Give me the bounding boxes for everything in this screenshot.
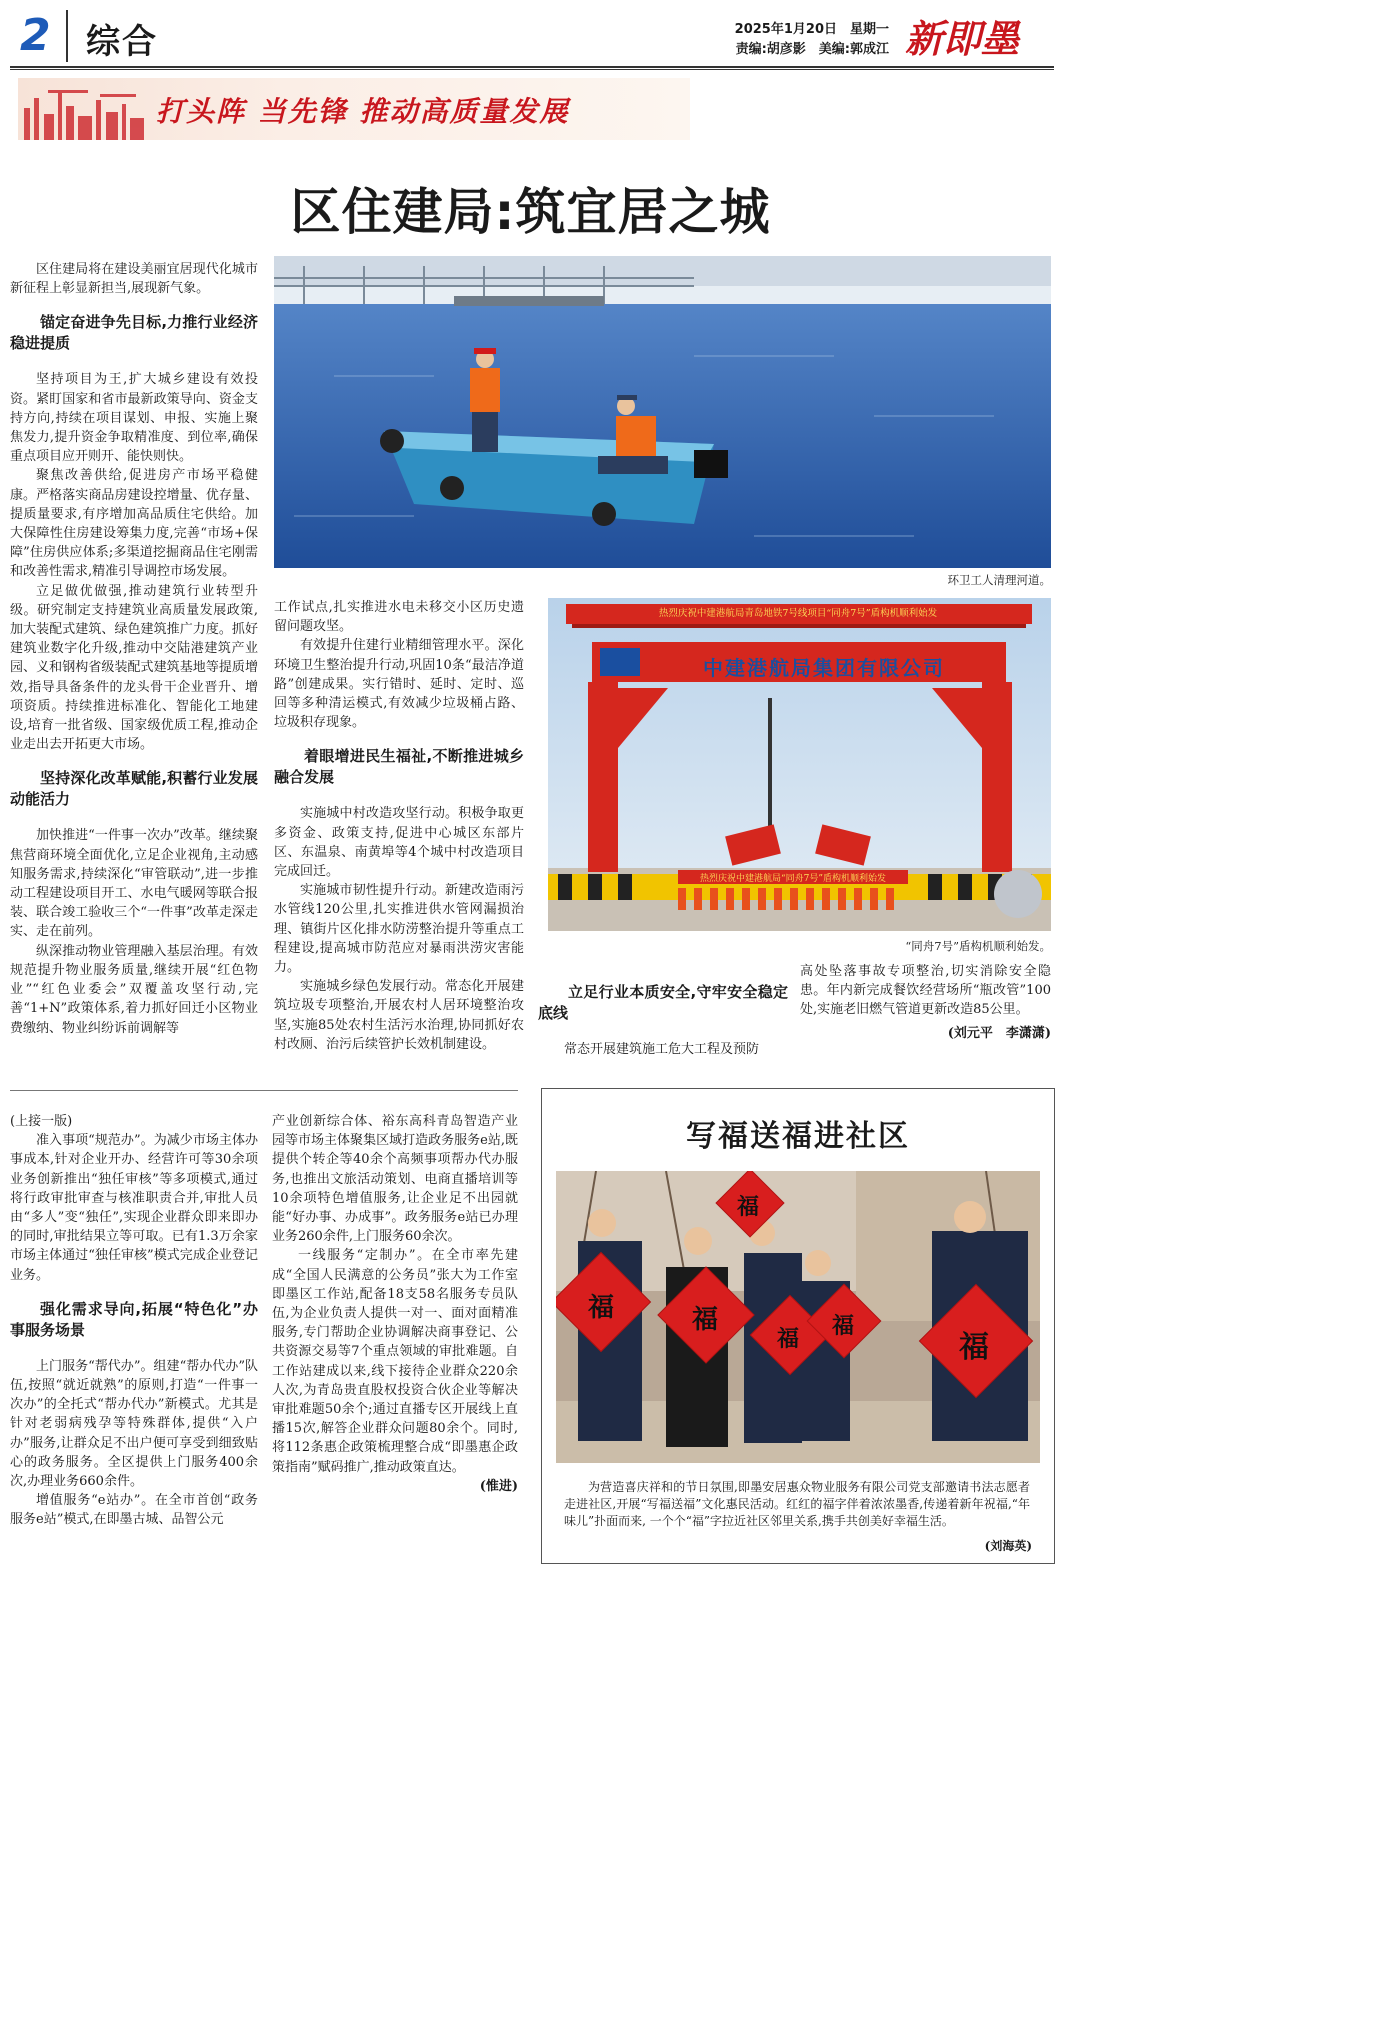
fu-glyph: 福	[959, 1330, 989, 1365]
fu-glyph: 福	[588, 1293, 615, 1323]
article-column-2	[274, 598, 524, 1054]
photo2-caption: “同舟7号”盾构机顺利始发。	[905, 939, 1051, 953]
paragraph: 上门服务“帮代办”。组建“帮办代办”队伍,按照“就近就熟”的原则,打造“一件事一次办”的全托式“帮办代办”新模式。尤其是针对老弱病残孕等特殊群体,提供“入户办”服务,让群众足不出户便可享受到细致贴心的政务服务。全区提供上门服务400余次,办理业务660余件。	[10, 1358, 258, 1490]
paragraph: 实施城乡绿色发展行动。常态化开展建筑垃圾专项整治,开展农村人居环境整治攻坚,实施85处农村生活污水治理,协同抓好农村改厕、治污后续管护长效机制建设。	[274, 979, 524, 1052]
continued-byline: (惟进)	[479, 1478, 518, 1494]
feature-title: 写福送福进社区	[686, 1119, 910, 1154]
paragraph: 纵深推动物业管理融入基层治理。有效规范提升物业服务质量,继续开展“红色物业”“红色业委会”双覆盖攻坚行动,完善“1+N”政策体系,着力抓好回迁小区物业费缴纳、物业纠纷诉前调解等	[10, 943, 258, 1036]
article-intro: 区住建局将在建设美丽宜居现代化城市新征程上彰显新担当,展现新气象。	[10, 262, 258, 297]
paragraph: 立足做优做强,推动建筑行业转型升级。研究制定支持建筑业高质量发展政策,加大装配式建筑、绿色建筑推广力度。抓好建筑业数字化升级,推动中交陆港建筑产业园、义和钢构省级装配式建筑基地等提质增效,指导具备条件的龙头骨干企业晋升、增项资质。持续推进标准化、智能化工地建设,培育一批省级、国家级优质工程,推动企业走出去开拓更大市场。	[10, 583, 258, 753]
fu-glyph: 福	[692, 1305, 719, 1335]
paragraph: 常态开展建筑施工危大工程及预防	[564, 1042, 760, 1057]
feature-caption: 为营造喜庆祥和的节日氛围,即墨安居惠众物业服务有限公司党支部邀请书法志愿者走进社区,开展“写福送福”文化惠民活动。红红的福字伴着浓浓墨香,传递着新年祝福,“年味儿”扑面而来, 一个个“福”字拉近社区邻里关系,携手共创美好幸福生活。	[564, 1480, 1030, 1528]
fu-glyph: 福	[832, 1313, 855, 1339]
port-skyline-graphic	[18, 78, 148, 140]
article-byline: (刘元平 李潇潇)	[947, 1025, 1051, 1041]
subheading-3: 着眼增进民生福祉,不断推进城乡融合发展	[274, 747, 524, 787]
page-number: 2	[20, 10, 51, 61]
fu-glyph: 福	[737, 1194, 760, 1220]
paragraph: 聚焦改善供给,促进房产市场平稳健康。严格落实商品房建设控增量、优存量、提质量要求,有序增加高品质住宅供给。加大保障性住房建设筹集力度,完善“市场+保障”住房供应体系;多渠道挖掘商品住宅刚需和改善性需求,精准引导调控市场发展。	[10, 468, 258, 580]
date-line: 2025年1月20日 星期一	[734, 22, 889, 37]
paragraph: 加快推进“一件事一次办”改革。继续聚焦营商环境全面优化,立足企业视角,主动感知服务需求,持续深化“审管联动”,进一步推动工程建设项目开工、水电气暖网等联合报装、联合竣工验收三个“一件事”改革走深走实、走在前列。	[10, 828, 258, 940]
editors-line: 责编:胡彦影 美编:郭成江	[735, 42, 889, 57]
gantry-company-sign: 中建港航局集团有限公司	[703, 656, 945, 680]
slogan-banner	[18, 78, 690, 140]
subheading-4: 立足行业本质安全,守牢安全稳定底线	[538, 983, 788, 1022]
paragraph: 实施城市韧性提升行动。新建改造雨污水管线120公里,扎实推进供水管网漏损治理、镇街片区化排水防涝整治提升等重点工程建设,提高城市防范应对暴雨洪涝灾害能力。	[274, 883, 524, 976]
subheading-1: 锚定奋进争先目标,力推行业经济稳进提质	[10, 313, 258, 353]
section-separator	[10, 1090, 518, 1091]
fu-characters-photo	[556, 1171, 1040, 1463]
article-headline: 区住建局:筑宜居之城	[290, 183, 771, 241]
paragraph: 工作试点,扎实推进水电未移交小区历史遗留问题攻坚。	[274, 600, 524, 635]
paragraph: 坚持项目为王,扩大城乡建设有效投资。紧盯国家和省市最新政策导向、资金支持方向,持续在项目谋划、申报、实施上聚焦发力,提升资金争取精准度、到位率,确保重点项目应开则开、能快则快。	[10, 372, 258, 465]
article-column-4	[800, 962, 1051, 1043]
subheading-2: 坚持深化改革赋能,积蓄行业发展动能活力	[10, 769, 258, 809]
continued-lead: (上接一版)	[10, 1114, 73, 1129]
paragraph: 准入事项“规范办”。为减少市场主体办事成本,针对企业开办、经营许可等30余项业务创新推出“独任审核”等多项模式,通过将行政审批审查与核准职责合并,审批人员由“多人”变“独任”,实现企业群众即来即办的同时,审批结果立等可取。已有1.3万余家市场主体通过“独任审核”模式完成企业登记业务。	[10, 1133, 258, 1283]
paragraph: 增值服务“e站办”。在全市首创“政务服务e站”模式,在即墨古城、品智公元	[10, 1493, 258, 1528]
article-column-3	[538, 972, 788, 1059]
paragraph: 有效提升住建行业精细管理水平。深化环境卫生整治提升行动,巩固10条“最洁净道路”创建成果。实行错时、延时、定时、巡回等多种清运模式,有效减少垃圾桶占路、垃圾积存现象。	[274, 638, 524, 731]
continued-column-1	[10, 1112, 258, 1530]
header-divider	[66, 10, 68, 62]
feature-box	[541, 1088, 1055, 1564]
slogan-text: 打头阵 当先锋 推动高质量发展	[156, 95, 570, 128]
header-rule-thin	[10, 69, 1054, 70]
section-title: 综合	[86, 22, 158, 62]
gantry-top-banner: 热烈庆祝中建港航局青岛地铁7号线项目“同舟7号”盾构机顺利始发	[658, 608, 938, 619]
continued-column-2	[272, 1112, 518, 1496]
masthead-logo: 新即墨	[905, 16, 1020, 61]
front-banner: 热烈庆祝中建港航局“同舟7号”盾构机顺利始发	[700, 874, 886, 884]
paragraph: 高处坠落事故专项整治,切实消除安全隐患。年内新完成餐饮经营场所“瓶改管”100处,实施老旧燃气管道更新改造85公里。	[800, 964, 1051, 1018]
continued-subheading: 强化需求导向,拓展“特色化”办事服务场景	[10, 1299, 258, 1339]
paragraph: 实施城中村改造攻坚行动。积极争取更多资金、政策支持,促进中心城区东部片区、东温泉、南黄埠等4个城中村改造项目完成回迁。	[274, 806, 524, 880]
feature-byline: (刘海英)	[984, 1539, 1032, 1553]
photo1-caption: 环卫工人清理河道。	[947, 573, 1051, 587]
article-column-1	[10, 260, 258, 1038]
header-rule	[10, 66, 1054, 68]
fu-glyph: 福	[777, 1326, 800, 1352]
shield-machine-photo	[548, 598, 1051, 931]
river-cleaning-photo	[274, 256, 1051, 568]
paragraph: 一线服务“定制办”。在全市率先建成“全国人民满意的公务员”张大为工作室即墨区工作站,配备18支58名服务专员队伍,为企业负责人提供一对一、面对面精准服务,专门帮助企业协调解决商事登记、公共资源交易等7个重点领域的审批难题。自工作站建成以来,线下接待企业群众220余人次,为青岛贵直股权投资合伙企业等解决审批难题50余个;通过直播专区开展线上直播15次,解答企业群众问题80余个。同时,将112条惠企政策梳理整合成“即墨惠企政策指南”赋码推广,推动政策直达。	[272, 1248, 518, 1475]
paragraph: 产业创新综合体、裕东高科青岛智造产业园等市场主体聚集区域打造政务服务e站,既提供个转企等40余个高频事项帮办代办服务,也推出文旅活动策划、电商直播培训等10余项特色增值服务,让企业足不出园就能“好办事、办成事”。政务服务e站已办理业务260余件,上门服务60余次。	[272, 1114, 518, 1245]
